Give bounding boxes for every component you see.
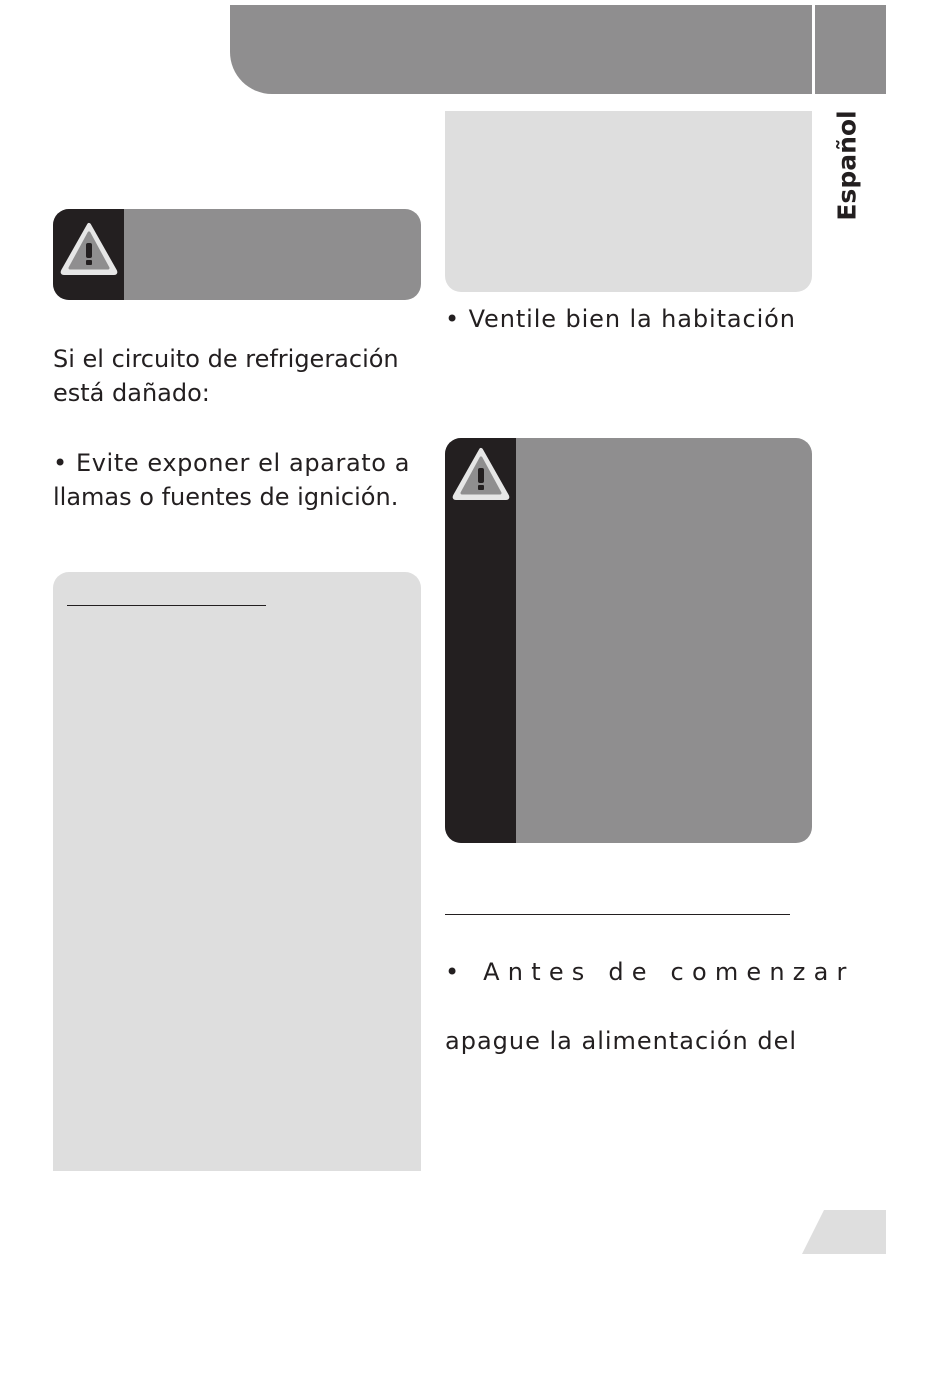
info-box-right-top — [445, 111, 812, 292]
paragraph-line-1: Si el circuito de refrigeración — [53, 345, 399, 373]
ventilate-bullet: • Ventile bien la habitación — [445, 305, 796, 333]
language-text: Español — [832, 109, 862, 221]
warning-triangle-icon — [59, 221, 119, 277]
ignition-bullet — [53, 446, 410, 514]
before-starting-bullet: • Antes de comenzar — [445, 958, 855, 986]
refrigerant-damage-paragraph — [53, 342, 399, 410]
info-box-left — [53, 572, 421, 1171]
paragraph-line-2: está dañado: — [53, 379, 210, 407]
info-box-rule — [67, 605, 266, 606]
section-rule-right — [445, 914, 790, 915]
page-corner-tab — [802, 1210, 886, 1254]
header-tab — [815, 5, 886, 94]
language-label — [828, 110, 866, 220]
warning-box-left — [53, 209, 421, 300]
warning-triangle-icon — [451, 446, 511, 502]
bullet-line-1: • Evite exponer el aparato a — [53, 449, 411, 477]
warning-box-right — [445, 438, 812, 843]
bullet-line-2: llamas o fuentes de ignición. — [53, 483, 399, 511]
power-off-line: apague la alimentación del — [445, 1027, 798, 1055]
header-bar — [230, 5, 812, 94]
